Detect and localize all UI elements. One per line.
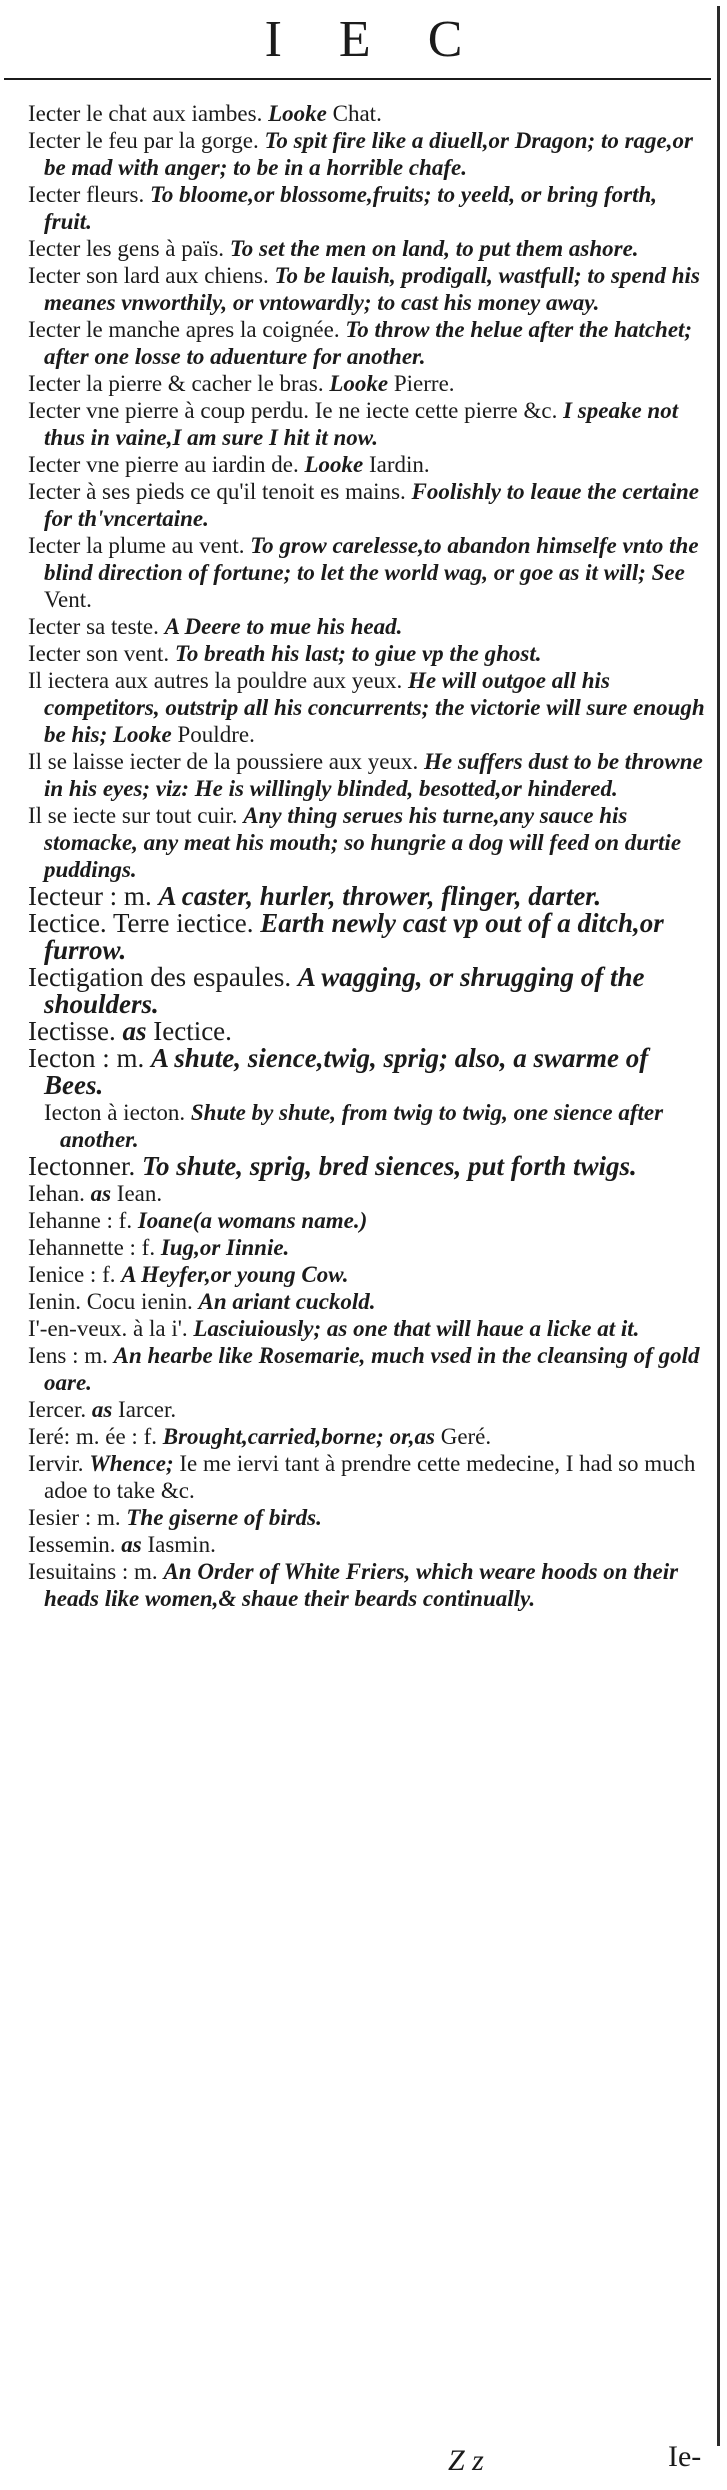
entry-headword: Iecter le manche apres la coignée. (28, 317, 340, 342)
entry-gloss: Foolishly to leaue the certaine for th'vncertaine. (44, 479, 700, 531)
entry-gloss: Any thing serues his turne,any sauce his stomacke, any meat his mouth; so hungrie a dog will feed on durtie puddings. (44, 803, 682, 882)
entry-crossref: Iasmin. (147, 1532, 216, 1557)
page-footer (0, 2440, 727, 2490)
entry-headword: Iecter vne pierre à coup perdu. Ie ne iecte cette pierre &c. (28, 398, 558, 423)
entry-gloss: as (91, 1397, 113, 1422)
dictionary-entry (28, 883, 708, 910)
entry-headword: Iecter vne pierre au iardin de. (28, 452, 299, 477)
entry-crossref: Iean. (116, 1181, 163, 1206)
entry-headword: Iectonner. (28, 1151, 136, 1181)
entry-gloss: as (121, 1532, 142, 1557)
entry-headword: Iecter le feu par la gorge. (28, 128, 259, 153)
entry-gloss: Shute by shute, from twig to twig, one sience after another. (60, 1100, 664, 1152)
dictionary-entry (28, 181, 708, 235)
dictionary-entry (28, 1099, 708, 1153)
dictionary-entry (28, 1558, 708, 1612)
dictionary-entry (28, 1342, 708, 1396)
entry-headword: Iectice. Terre iectice. (28, 908, 254, 938)
entry-headword: Ienice : f. (28, 1262, 116, 1287)
dictionary-entry (28, 1531, 708, 1558)
dictionary-entry (28, 370, 708, 397)
dictionary-entry (28, 1504, 708, 1531)
entry-gloss: An hearbe like Rosemarie, much vsed in the cleansing of gold oare. (44, 1343, 700, 1395)
entry-headword: Iesier : m. (28, 1505, 121, 1530)
entry-headword: Iecter la pierre & cacher le bras. (28, 371, 324, 396)
entry-crossref: Iardin. (369, 452, 430, 477)
entry-crossref: Pouldre. (177, 722, 255, 747)
page-header (0, 0, 727, 80)
dictionary-entry (28, 100, 708, 127)
entry-crossref: Iarcer. (118, 1397, 177, 1422)
entry-gloss: A wagging, or shrugging of the shoulders. (44, 962, 645, 1019)
entry-gloss: as (90, 1181, 112, 1206)
dictionary-entry (28, 640, 708, 667)
entry-headword: Iercer. (28, 1397, 87, 1422)
entry-headword: Ienin. Cocu ienin. (28, 1289, 193, 1314)
entry-headword: Iecter à ses pieds ce qu'il tenoit es mains. (28, 479, 406, 504)
entry-headword: Iectigation des espaules. (28, 962, 292, 992)
dictionary-entry (28, 910, 708, 964)
dictionary-entry (28, 262, 708, 316)
entry-gloss: Looke (304, 452, 364, 477)
entry-headword: Iehanne : f. (28, 1208, 133, 1233)
entry-headword: Iesuitains : m. (28, 1559, 158, 1584)
dictionary-entry (28, 667, 708, 748)
dictionary-entry (28, 1423, 708, 1450)
dictionary-entry (28, 1396, 708, 1423)
entry-gloss: Looke (329, 371, 389, 396)
dictionary-entry (28, 1450, 708, 1504)
entry-headword: Iecter la plume au vent. (28, 533, 245, 558)
entry-gloss: Earth newly cast vp out of a ditch,or furrow. (44, 908, 664, 965)
entry-crossref: Iectice. (153, 1016, 232, 1046)
entry-crossref: Ie me iervi tant à prendre cette medecine, I had so much adoe to take &c. (44, 1451, 696, 1503)
dictionary-entry (28, 451, 708, 478)
entry-headword: Iecter fleurs. (28, 182, 145, 207)
entry-crossref: Pierre. (393, 371, 455, 396)
entry-gloss: Iug,or Iinnie. (160, 1235, 290, 1260)
entry-gloss: To bloome,or blossome,fruits; to yeeld, or bring forth, fruit. (44, 182, 658, 234)
entry-gloss: An Order of White Friers, which weare hoods on their heads like women,& shaue their beards continually. (44, 1559, 679, 1611)
dictionary-entry (28, 613, 708, 640)
entry-gloss: A Heyfer,or young Cow. (121, 1262, 349, 1287)
entry-gloss: To throw the helue after the hatchet; after one losse to aduenture for another. (44, 317, 693, 369)
dictionary-entry (28, 532, 708, 613)
entry-gloss: Brought,carried,borne; or,as (162, 1424, 435, 1449)
entry-headword: Iecter les gens à païs. (28, 236, 225, 261)
entry-gloss: A caster, hurler, thrower, flinger, darter. (158, 881, 602, 911)
entry-list (28, 100, 708, 1612)
column-edge-rule (717, 6, 720, 2446)
header-rule (4, 78, 711, 80)
entry-headword: Il se laisse iecter de la poussiere aux yeux. (28, 749, 419, 774)
entry-gloss: To shute, sprig, bred siences, put forth twigs. (141, 1151, 637, 1181)
dictionary-entry (28, 397, 708, 451)
dictionary-entry (28, 748, 708, 802)
entry-gloss: To grow carelesse,to abandon himselfe vnto the blind direction of fortune; to let the world wag, or goe as it will; See (44, 533, 699, 585)
dictionary-entry (28, 1180, 708, 1207)
entry-gloss: as (122, 1016, 147, 1046)
entry-headword: Iecton à iecton. (44, 1100, 186, 1125)
dictionary-entry (28, 1207, 708, 1234)
entry-headword: Iehan. (28, 1181, 85, 1206)
catchword: Ie- (668, 2440, 702, 2473)
dictionary-entry (28, 1018, 708, 1045)
dictionary-entry (28, 1234, 708, 1261)
entry-headword: I'-en-veux. à la i'. (28, 1316, 188, 1341)
entry-headword: Iectisse. (28, 1016, 116, 1046)
dictionary-entry (28, 235, 708, 262)
entry-headword: Ieré: m. ée : f. (28, 1424, 157, 1449)
running-head: I E C (264, 11, 485, 68)
entry-gloss: He suffers dust to be throwne in his eyes; viz: He is willingly blinded, besotted,or hindered. (44, 749, 703, 801)
entry-gloss: I speake not thus in vaine,I am sure I hit it now. (44, 398, 679, 450)
entry-crossref: Geré. (440, 1424, 492, 1449)
entry-gloss: To breath his last; to giue vp the ghost. (174, 641, 542, 666)
dictionary-entry (28, 802, 708, 883)
entry-crossref: Vent. (44, 587, 92, 612)
entry-gloss: A Deere to mue his head. (164, 614, 403, 639)
signature-mark: Z z (448, 2444, 484, 2477)
entry-headword: Iecter le chat aux iambes. (28, 101, 263, 126)
dictionary-entry (28, 1288, 708, 1315)
entry-headword: Iecter sa teste. (28, 614, 159, 639)
entry-headword: Iervir. (28, 1451, 84, 1476)
dictionary-entry (28, 1153, 708, 1180)
entry-gloss: To be lauish, prodigall, wastfull; to spend his meanes vnworthily, or vntowardly; to cast his money away. (44, 263, 700, 315)
dictionary-entry (28, 1045, 708, 1099)
dictionary-entry (28, 127, 708, 181)
dictionary-entry (28, 1315, 708, 1342)
entry-gloss: Looke (268, 101, 327, 126)
entry-headword: Iecter son lard aux chiens. (28, 263, 269, 288)
entry-gloss: Ioane(a womans name.) (137, 1208, 368, 1233)
entry-gloss: He will outgoe all his competitors, outstrip all his concurrents; the victorie will sure enough be his; Looke (44, 668, 705, 747)
entry-gloss: Whence; (89, 1451, 174, 1476)
dictionary-entry (28, 316, 708, 370)
entry-headword: Iessemin. (28, 1532, 116, 1557)
entry-crossref: Chat. (332, 101, 382, 126)
entry-headword: Iecter son vent. (28, 641, 170, 666)
entry-gloss: A shute, sience,twig, sprig; also, a swarme of Bees. (44, 1043, 649, 1100)
entry-gloss: An ariant cuckold. (198, 1289, 376, 1314)
entry-headword: Il se iecte sur tout cuir. (28, 803, 238, 828)
entry-gloss: The giserne of birds. (126, 1505, 322, 1530)
dictionary-entry (28, 964, 708, 1018)
entry-headword: Iecton : m. (28, 1043, 145, 1073)
entry-gloss: To set the men on land, to put them ashore. (229, 236, 639, 261)
entry-gloss: To spit fire like a diuell,or Dragon; to rage,or be mad with anger; to be in a horrible chafe. (44, 128, 693, 180)
entry-gloss: Lasciuiously; as one that will haue a licke at it. (193, 1316, 640, 1341)
dictionary-entry (28, 1261, 708, 1288)
entry-headword: Iecteur : m. (28, 881, 152, 911)
entry-headword: Iens : m. (28, 1343, 108, 1368)
entry-headword: Il iectera aux autres la pouldre aux yeux. (28, 668, 403, 693)
entry-headword: Iehannette : f. (28, 1235, 156, 1260)
dictionary-entry (28, 478, 708, 532)
